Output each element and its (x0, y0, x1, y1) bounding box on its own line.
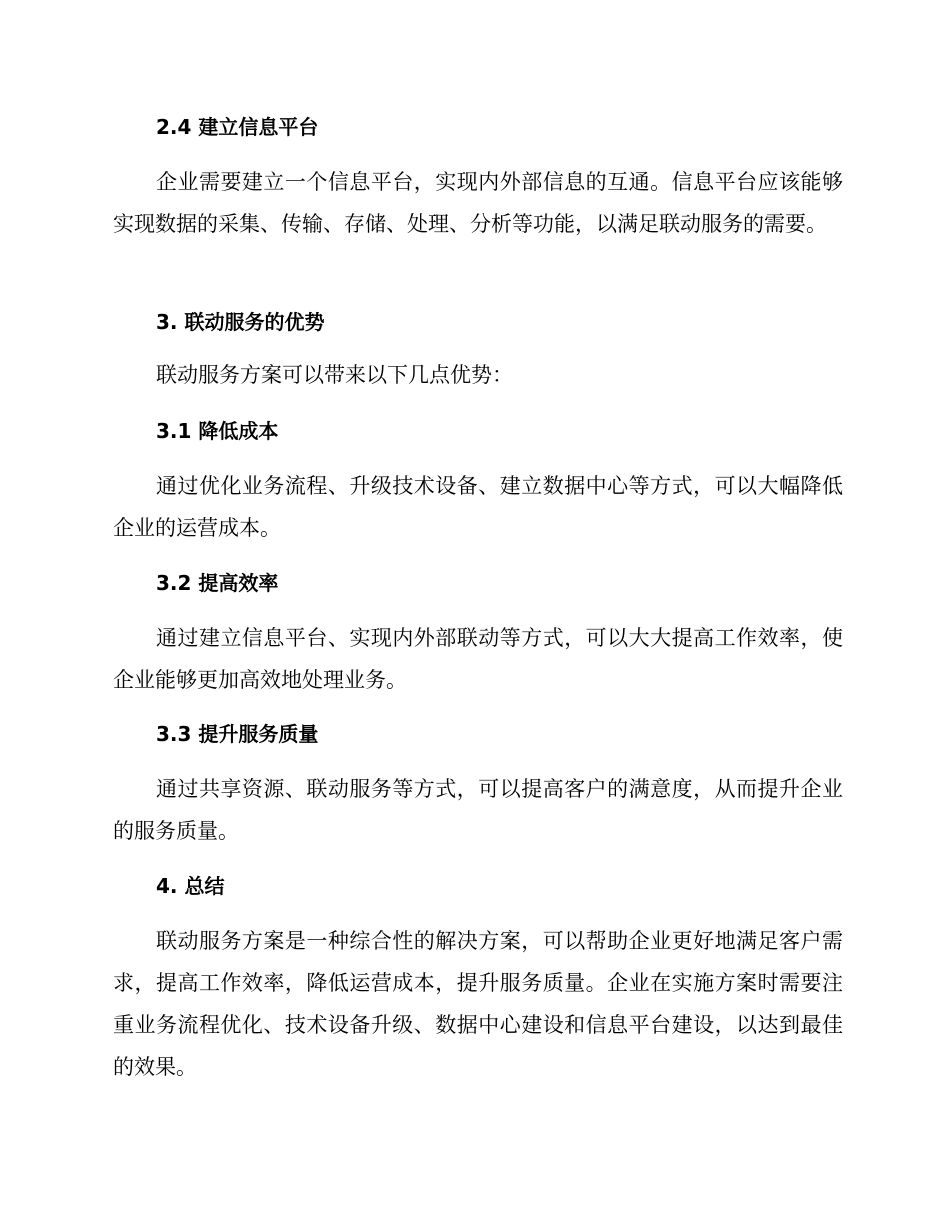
section-heading-3-2: 3.2 提高效率 (156, 571, 279, 595)
section-heading-2-4: 2.4 建立信息平台 (156, 115, 319, 139)
paragraph-3-2: 通过建立信息平台、实现内外部联动等方式，可以大大提高工作效率，使企业能够更加高效地处理业务。 (113, 626, 843, 692)
section-heading-3-3: 3.3 提升服务质量 (156, 722, 319, 746)
section-heading-3-1: 3.1 降低成本 (156, 419, 279, 443)
section-heading-3: 3. 联动服务的优势 (156, 310, 325, 334)
section-heading-4: 4. 总结 (156, 874, 225, 898)
paragraph-3-intro: 联动服务方案可以带来以下几点优势： (156, 363, 513, 387)
paragraph-3-3: 通过共享资源、联动服务等方式，可以提高客户的满意度，从而提升企业的服务质量。 (113, 777, 843, 843)
paragraph-4: 联动服务方案是一种综合性的解决方案，可以帮助企业更好地满足客户需求，提高工作效率，降低运营成本，提升服务质量。企业在实施方案时需要注重业务流程优化、技术设备升级、数据中心建设和信息平台建设，以达到最佳的效果。 (113, 929, 843, 1079)
paragraph-3-1: 通过优化业务流程、升级技术设备、建立数据中心等方式，可以大幅降低企业的运营成本。 (113, 474, 843, 540)
paragraph-2-4: 企业需要建立一个信息平台，实现内外部信息的互通。信息平台应该能够实现数据的采集、传输、存储、处理、分析等功能，以满足联动服务的需要。 (113, 170, 843, 236)
